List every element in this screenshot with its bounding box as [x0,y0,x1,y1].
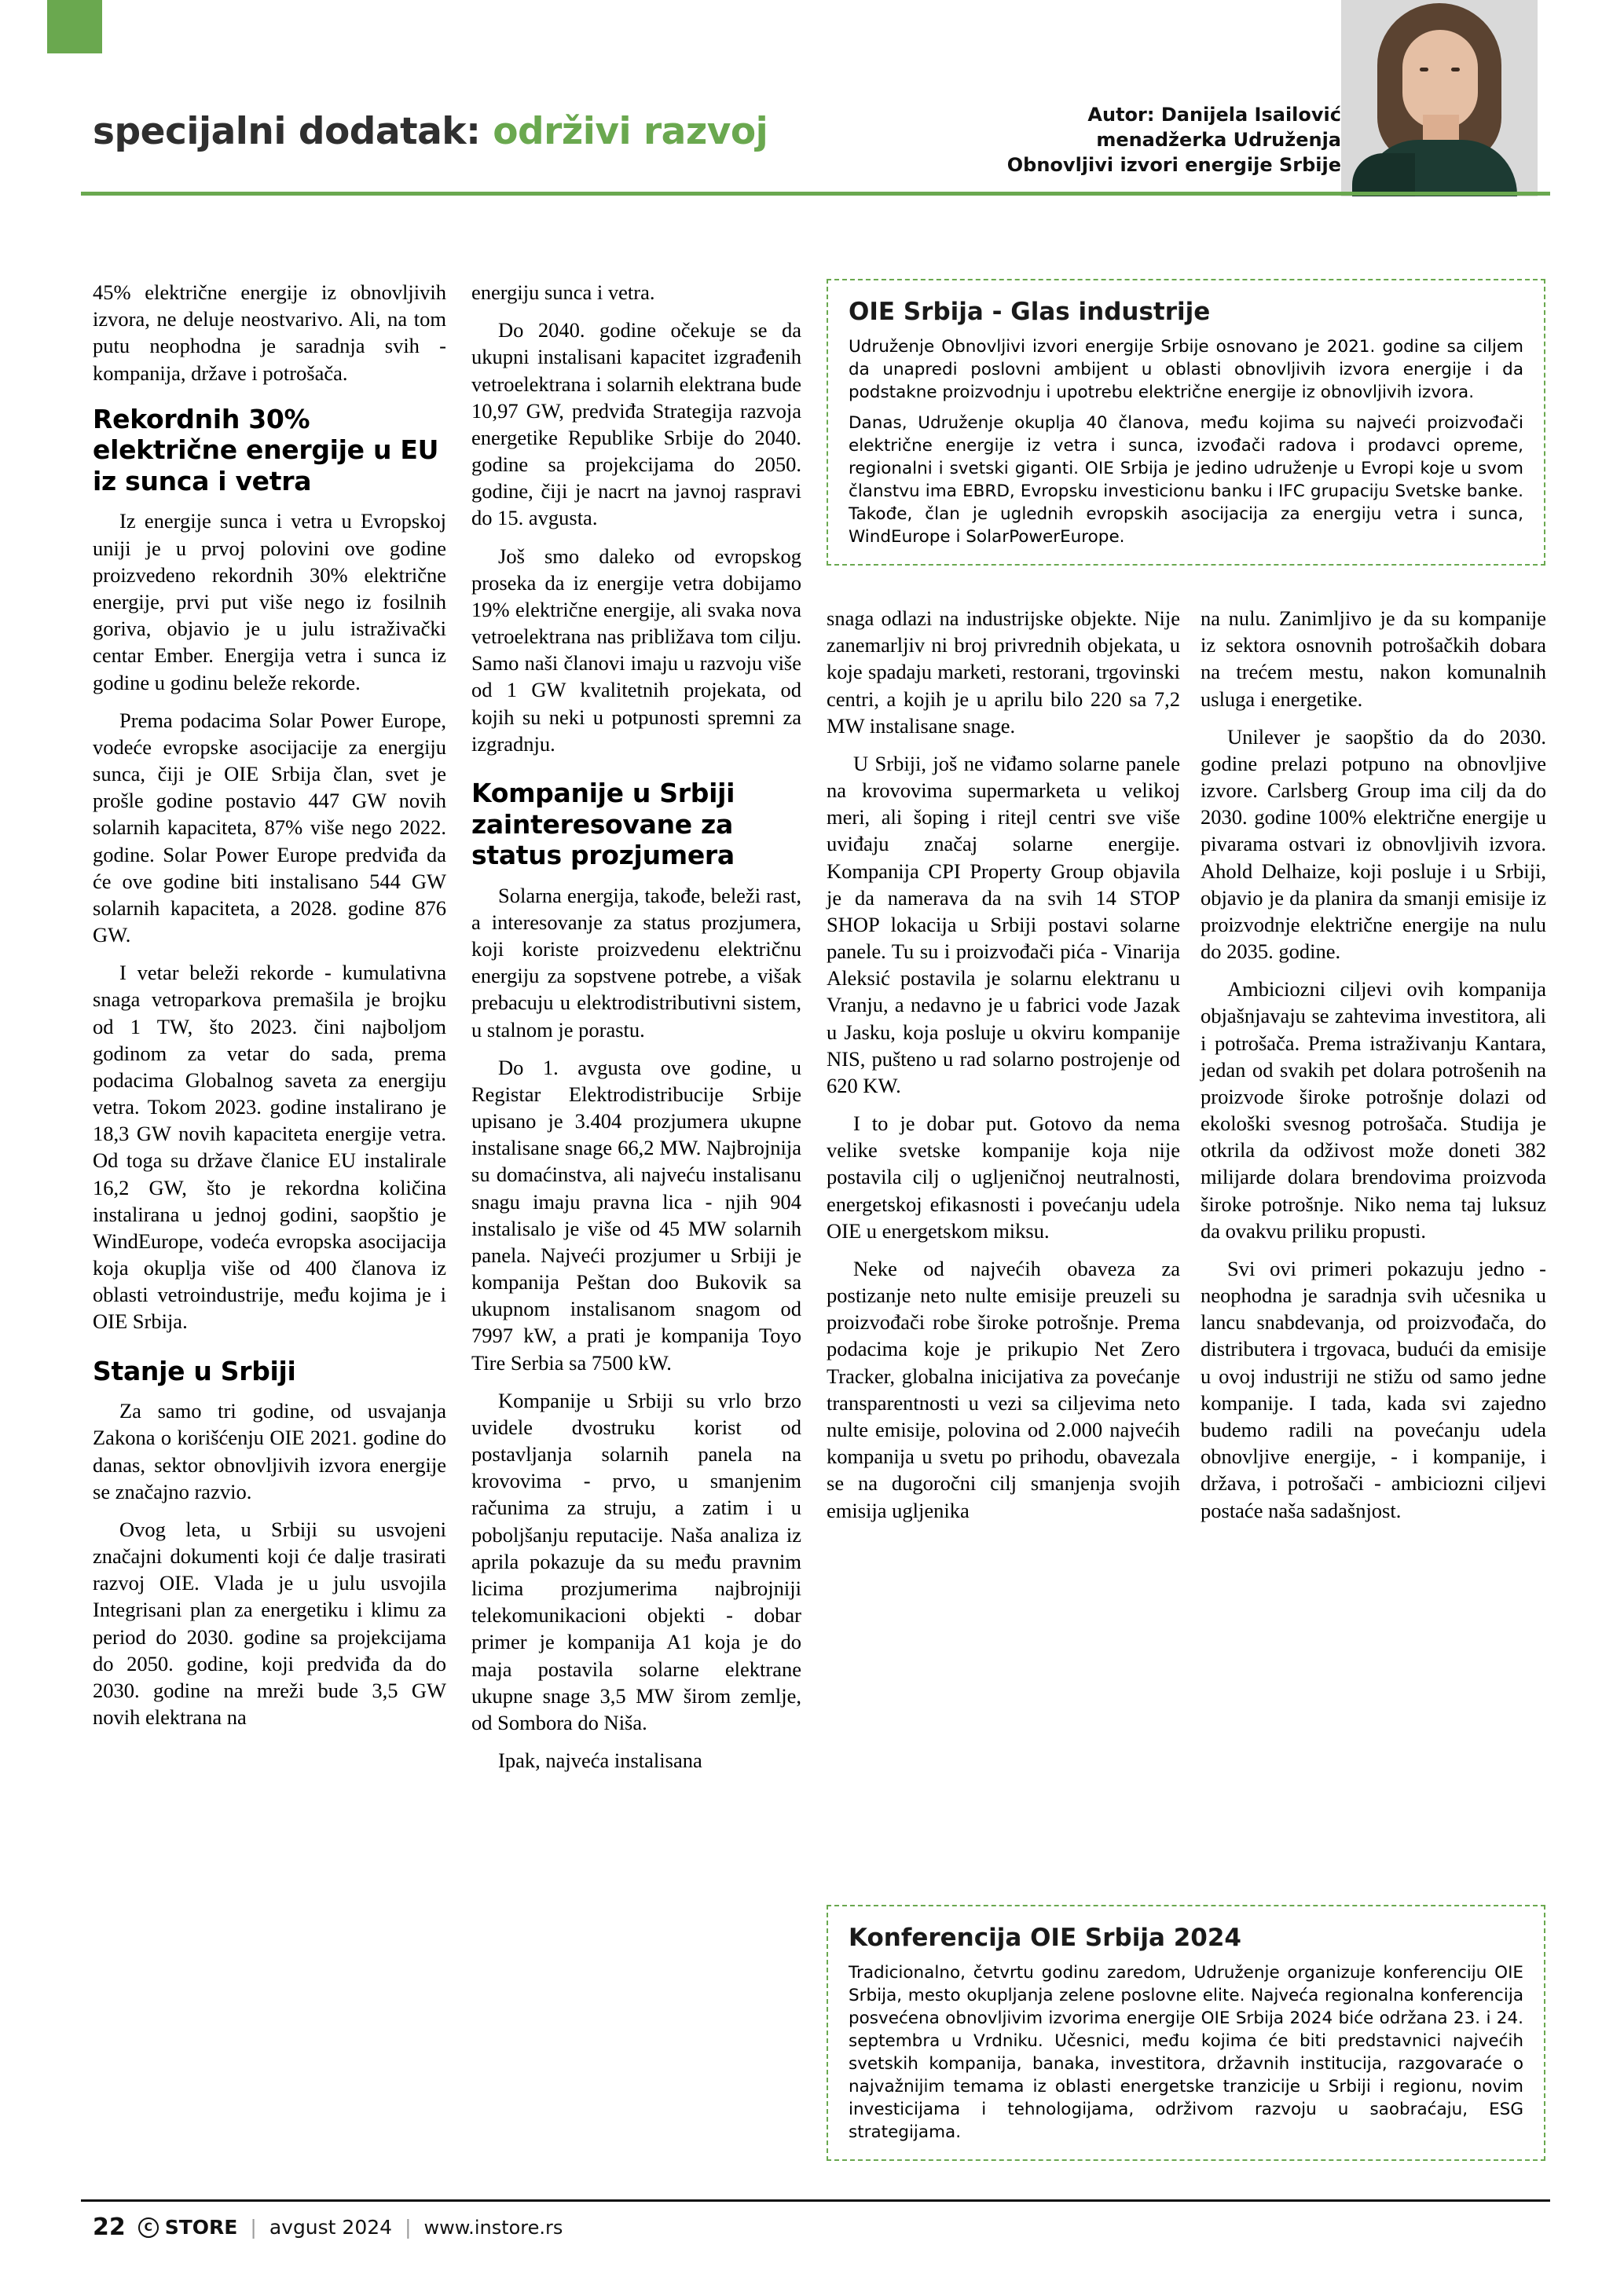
paragraph: I to je dobar put. Gotovo da nema velike svetske kompanije koja nije postavila cilj o ugljeničnoj neutralnosti, energetskoj efikasnosti i povećanju udela OIE u energetskom miksu. [827,1111,1180,1243]
section-heading-rekordnih: Rekordnih 30% električne energije u EU iz sunca i vetra [93,403,439,496]
section-heading-kompanije-prozjumeri: Kompanije u Srbiji zainteresovane za status prozjumera [471,777,735,871]
paragraph: Ambiciozni ciljevi ovih kompanija objašnjavaju se zahtevima investitora, ali i potrošača. Prema istraživanju Kantara, jedan od svakih pet dolara potrošenih na proizvode široke potrošnje dolazi od ekološki svesnog potrošača. Studija je otkrila da odživost može doneti 382 milijarde dolara brendovima proizvoda široke potrošnje. Niko nema taj luksuz da ovakvu priliku propusti. [1201,977,1546,1243]
author-block [1007,102,1341,178]
paragraph: Do 1. avgusta ove godine, u Registar Elektrodistribucije Srbije upisano je 3.404 prozjumera ukupne instalisane snage 66,2 MW. Najbrojnija su domaćinstva, ali najveću instalisanu snagu imaju pravna lica - njih 904 instalisalo je više od 45 MW solarnih panela. Najveći prozjumer u Srbiji je kompanija Peštan doo Bukovik sa ukupnom instalisanom snagom od 7997 kW, a prati je kompanija Toyo Tire Serbia sa 7500 kW. [471,1055,801,1375]
website-url: www.instore.rs [423,2216,563,2239]
paragraph: Unilever je saopštio da do 2030. godine prelazi potpuno na obnovljive izvore. Carlsberg Group ima cilj da do 2030. godine 100% električne energije u pivarama ostvari iz obnovljivih izvora. Ahold Delhaize, koji posluje i u Srbiji, objavio je da planira da smanji emisije iz proizvodnje električne energije na nulu do 2035. godine. [1201,724,1546,964]
article-column-1 [93,279,446,1730]
header-green-tab [47,0,102,53]
article-column-4 [1201,605,1546,1524]
article-column-2 [471,279,801,1774]
paragraph: Još smo daleko od evropskog proseka da iz energije vetra dobijamo 19% električne energije, ali svaka nova vetroelektrana nas približava tom cilju. Samo naši članovi imaju u razvoju više od 1 GW kvalitetnih projekata, od kojih su neki u potpunosti spremni za izgradnju. [471,544,801,756]
page-header [0,0,1624,196]
paragraph: Prema podacima Solar Power Europe, vodeće evropske asocijacije za energiju sunca, čiji je OIE Srbija član, svet je prošle godine postavio 447 GW novih solarnih kapaciteta, 87% više nego 2022. godine. Solar Power Europe predviđa da će ove godine biti instalisano 544 GW solarnih kapaciteta, a 2028. godine 876 GW. [93,708,446,947]
photo-eye-right [1451,68,1460,71]
callout-title: Konferencija OIE Srbija 2024 [849,1924,1241,1952]
page-title-main: specijalni dodatak: [93,110,481,153]
paragraph: U Srbiji, još ne viđamo solarne panele na krovovima supermarketa u velikoj meri, ali šoping i ritejl centri sve više uviđaju značaj solarne energije. Kompanija CPI Property Group objavila je da nameravа da na svih 14 STOP SHOP lokacija u Srbiji postavi solarne panele. Tu su i proizvođači pića - Vinarija Aleksić postavila je solarnu elektranu u Vranju, a nedavno je u fabrici vode Jazak u Jasku, koja posluje u okviru kompanije NIS, pušteno u rad solarno postrojenje od 620 KW. [827,751,1180,1097]
callout-title: OIE Srbija - Glas industrije [849,298,1211,326]
brand-name: STORE [164,2216,238,2239]
page-title-accent: održivi razvoj [493,110,768,153]
author-org: Obnovljivi izvori energije Srbije [1006,154,1341,177]
author-name: Autor: Danijela Isailović [1087,104,1341,126]
paragraph: Ovog leta, u Srbiji su usvojeni značajni dokumenti koji će dalje trasirati razvoj OIE. Vlada je u julu usvojila Integrisani plan za energetiku i klimu za period do 2030. godine sa projekcijama do 2050. godine, koji predviđa da do 2030. godine na mreži bude 3,5 GW novih elektrana na [93,1517,446,1730]
callout-box-glas-industrije [827,279,1545,566]
page-footer [93,2214,563,2241]
paragraph: I vetar beleži rekorde - kumulativna snaga vetroparkova premašila je brojku od 1 TW, što 2023. čini najboljom godinom za vetar do sada, prema podacima Globalnog saveta za energiju vetra. Tokom 2023. godine instalirano je 18,3 GW novih kapaciteta energije vetra. Od toga su države članice EU instalirale 16,2 GW, što je rekordna količina instalirana u jednoj godini, saopštio je WindEurope, vodeća evropska asocijacija koja okuplja više od 400 članova iz oblasti vetroindustrije, među kojima je i OIE Srbija. [93,961,446,1334]
photo-eye-left [1420,68,1428,71]
callout-paragraph: Udruženje Obnovljivi izvori energije Srbije osnovano je 2021. godine sa ciljem da unapredi poslovni ambijent u oblasti obnovljivih izvora energije i da podstakne proizvodnju i upotrebu električne energije iz obnovljivih izvora. [849,337,1523,403]
paragraph: energiju sunca i vetra. [471,280,655,304]
paragraph: Solarna energija, takođe, beleži rast, a interesovanje za status prozjumera, koji koriste proizvedenu električnu energiju za sopstvene potrebe, a višak prebacuju u elektrodistributivni sistem, u stalnom je porastu. [471,883,801,1042]
author-photo [1341,0,1538,196]
callout-paragraph: Danas, Udruženje okuplja 40 članova, među kojima su najveći proizvođači električne energije iz vetra i sunca, izvođači radova i prodavci opreme, regionalni i svetski giganti. OIE Srbija je jedino udruženje u Evropi koje u svom članstvu ima EBRD, Evropsku investicionu banku i IFC grupaciju Svetske banke. Takođe, član je uglednih evropskih asocijacija za energiju vetra i sunca, WindEurope i SolarPowerEurope. [849,413,1523,547]
paragraph: Do 2040. godine očekuje se da ukupni instalisani kapacitet izgrađenih vetroelektrana i solarnih elektrana bude 10,97 GW, predviđa Strategija razvoja energetike Republike Srbije do 2040. godine sa projekcijama do 2050. godine, čiji je nacrt na javnoj raspravi do 15. avgusta. [471,318,801,530]
header-divider [81,192,1550,196]
footer-separator-2: | [405,2216,412,2239]
paragraph: Za samo tri godine, od usvajanja Zakona o korišćenju OIE 2021. godine do danas, sektor obnovljivih izvora energije se značajno razvio. [93,1399,446,1503]
paragraph: Svi ovi primeri pokazuju jedno - neophodna je saradnja svih učesnika u lancu snabdevanja, od proizvođača, do distributera i trgovaca, budući da emisije u ovoj industriji ne stižu od samo jedne kompanije. I tada, kada svi zajedno budemo radili na povećanju udela obnovljive energije, - i kompanije, i država, i potrošači - ambiciozni ciljevi postaće naša sadašnjost. [1201,1256,1546,1522]
paragraph: 45% električne energije iz obnovljivih izvora, ne deluje neostvarivo. Ali, na tom putu neophodna je saradnja svih - kompanija, države i potrošača. [93,280,446,385]
paragraph: Ipak, najveća instalisana [498,1749,702,1773]
page-title [93,110,768,153]
paragraph: Kompanije u Srbiji su vrlo brzo uvidele dvostruku korist od postavljanja solarnih panela na krovovima - prvo, u smanjenim računima za struju, a zatim i u poboljšanju reputacije. Naša analiza iz aprila pokazuje da su među pravnim licima prozjumerima najbrojniji telekomunikacioni objekti - dobar primer je kompanija A1 koja je do maja postavila solarne elektrane ukupne snage 3,5 MW širom zemlje, od Sombora do Niša. [471,1388,801,1734]
callout-paragraph: Tradicionalno, četvrtu godinu zaredom, Udruženje organizuje konferenciju OIE Srbija, mesto okupljanja zelene poslovne elite. Najveća regionalna konferencija posvećena obnovljivim izvorima energije OIE Srbija 2024 biće održana 23. i 24. septembra u Vrdniku. Učesnici, među kojima će biti predstavnici najvećih svetskih kompanija, banaka, investitora, državnih institucija, razgovaraće o najvažnijim temama iz oblasti energetske tranzicije u Srbiji i regionu, novim investicijama i tehnologijama, održivom razvoju u saobraćaju, ESG strategijama. [849,1963,1523,2143]
paragraph: snaga odlazi na industrijske objekte. Nije zanemarljiv ni broj privrednih objekata, u koje spadaju marketi, restorani, trgovinski centri, a kojih je u aprilu bilo 220 sa 7,2 MW instalisane snage. [827,606,1180,738]
paragraph: na nulu. Zanimljivo je da su kompanije iz sektora osnovnih potrošačkih dobara na trećem mestu, nakon komunalnih usluga i energetike. [1201,606,1546,711]
footer-separator-1: | [250,2216,257,2239]
issue-date: avgust 2024 [269,2216,393,2239]
paragraph: Iz energije sunca i vetra u Evropskoj uniji je u prvoj polovini ove godine proizvedeno rekordnih 30% električne energije, prvi put više nego iz fosilnih goriva, objavio je u julu istraživački centar Ember. Energija vetra i sunca iz godine u godinu beleže rekorde. [93,509,446,694]
footer-divider [81,2199,1550,2202]
article-column-3 [827,605,1180,1524]
page-number: 22 [93,2214,126,2241]
section-heading-stanje-u-srbiji: Stanje u Srbiji [93,1355,296,1386]
callout-box-konferencija [827,1905,1545,2161]
paragraph: Neke od najvećih obaveza za postizanje neto nulte emisije preuzeli su proizvođači robe široke potrošnje. Prema podacima koje je prikupio Net Zero Tracker, globalna inicijativa za povećanje transparentnosti u vezi sa ciljevima neto nulte emisije, polovina od 2.000 najvećih kompanija u svetu po prihodu, obavezala se na dugoročni cilj smanjenja svojih emisija ugljenika [827,1256,1180,1522]
copyright-icon: C [138,2217,159,2238]
author-role: menadžerka Udruženja [1096,129,1341,152]
brand-logo [138,2216,238,2239]
